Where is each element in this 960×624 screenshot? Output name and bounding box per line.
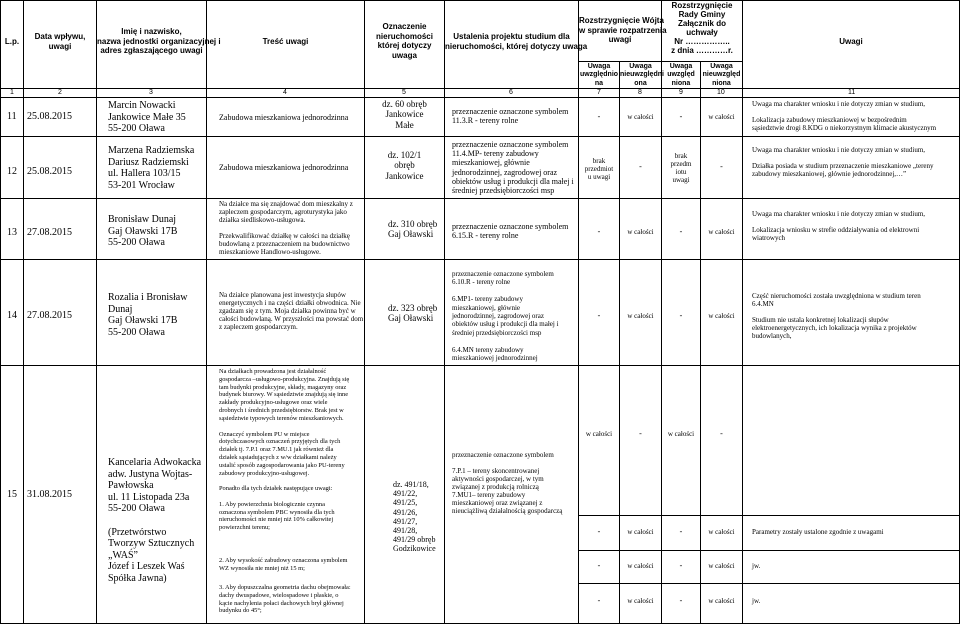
row-c7: - — [597, 561, 601, 570]
row-c7: w całości — [585, 430, 613, 438]
row-ustalenia: przeznaczenie oznaczone symbolem 6.15.R - tereny rolne — [452, 222, 569, 241]
row-lp: 13 — [7, 227, 17, 238]
row-ustalenia: przeznaczenie oznaczone symbolem 11.3.R - tereny rolne — [452, 107, 569, 126]
column-number: 2 — [58, 89, 62, 96]
row-c8: w całości — [627, 113, 654, 121]
row-oznaczenie: dz. 60 obręb Jankowice Małe — [382, 99, 427, 130]
row-tresc: Zabudowa mieszkaniowa jednorodzinna — [219, 163, 349, 172]
row-name: Kancelaria Adwokacka adw. Justyna Wojtas- Pawłowska ul. 11 Listopada 23a 55-200 Oława (Przetwórstwo Tworzyw Sztucznych „WAŚ” Józef i Leszek Waś Spółka Jawna) — [108, 457, 202, 584]
row-c7: - — [597, 311, 601, 320]
row-c8: w całości — [627, 597, 654, 605]
row-c9: - — [679, 561, 683, 570]
row-c7: - — [597, 527, 601, 536]
header-oznaczenie: Oznaczenie nieruchomości której dotyczy uwaga — [376, 22, 433, 60]
header-sub-uwzgledniona: Uwaga uwzględnio na — [579, 63, 619, 87]
row-date: 25.08.2015 — [27, 111, 72, 122]
row-c8: - — [639, 429, 642, 438]
header-sub-uwzgledniona-rada: Uwaga uwzględ niona — [667, 63, 695, 87]
row-c9: w całości — [667, 430, 695, 438]
row-name: Bronisław Dunaj Gaj Oławski 17B 55-200 Oława — [108, 214, 178, 248]
row-c7: - — [597, 596, 601, 605]
row-c9: - — [679, 112, 683, 121]
row-c10: w całości — [708, 113, 735, 121]
row-c9: - — [679, 527, 683, 536]
row-name: Marcin Nowacki Jankowice Małe 35 55-200 Oława — [108, 100, 186, 134]
column-number: 6 — [509, 89, 513, 96]
row-uwagi: Uwaga ma charakter wniosku i nie dotyczy zmian w studium, Lokalizacja zabudowy mieszkaniowej w bezpośrednim sąsiedztwie drogi 8.KDG o niekorzystnym klimacie akustycznym — [752, 100, 937, 133]
row-oznaczenie: dz. 102/1 obręb Jankowice — [385, 150, 424, 181]
row-uwagi: Uwaga ma charakter wniosku i nie dotyczy zmian w studium, Lokalizacja wniosku w strefie oddziaływania od elektrowni wiatrowych — [752, 210, 926, 243]
row-ustalenia: przeznaczenie oznaczone symbolem 7.P.1 – tereny skoncentrowanej aktywności gospodarczej, w tym związanej z produkcją rolniczą 7.MU1– tereny zabudowy mieszkaniowej oraz związanej z nieuciążliwą działalnością gospodarczą — [452, 451, 563, 516]
row-c7: brak przedmiot u uwagi — [584, 157, 614, 182]
row-lp: 14 — [7, 310, 17, 321]
row-c8: w całości — [627, 562, 654, 570]
row-name: Marzena Radziemska Dariusz Radziemski ul. Hallera 103/15 53-201 Wrocław — [108, 145, 195, 191]
header-data-wplywu: Data wpływu, uwagi — [34, 32, 86, 51]
row-oznaczenie: dz. 323 obręb Gaj Oławski — [388, 303, 438, 324]
row-c10: w całości — [708, 312, 735, 320]
row-ustalenia: przeznaczenie oznaczone symbolem 11.4.MP- tereny zabudowy mieszkaniowej, głównie jednorodzinnej, zagrodowej oraz obiektów usług i produkcji dla małej i średniej przedsiębiorczości msp — [452, 140, 574, 195]
column-number: 11 — [848, 89, 856, 96]
row-c8: w całości — [627, 312, 654, 320]
row-uwagi: Uwaga ma charakter wniosku i nie dotyczy zmian w studium, Działka posiada w studium przeznaczenie mieszkaniowe „tereny zabudowy mieszkaniowej, głównie jednorodzinnej,…” — [752, 146, 934, 179]
row-uwagi: Parametry zostały ustalone zgodnie z uwagami — [752, 528, 884, 536]
row-c10: w całości — [708, 228, 735, 236]
row-ustalenia: przeznaczenie oznaczone symbolem 6.10.R - tereny rolne 6.MP1- tereny zabudowy mieszkaniowej, głównie jednorodzinnej, zagrodowej oraz obiektów usług i produkcji dla małej i średniej przedsiębiorczości msp 6.4.MN tereny zabudowy mieszkaniowej jednorodzinnej — [452, 270, 559, 362]
row-c10: w całości — [708, 528, 735, 536]
header-imie: Imię i nazwisko, nazwa jednostki organizacyjnej i adres zgłaszającego uwagi — [97, 27, 221, 56]
row-tresc-b: 2. Aby wysokość zabudowy oznaczona symbolem WZ wynosiła nie mniej niż 15 m; — [219, 557, 348, 572]
row-uwagi: Część nieruchomości została uwzględniona w studium teren 6.4.MN Studium nie ustala konkretnej lokalizacji słupów elektroenergetycznych, ich lokalizacja wynika z projektów budowlanych, — [752, 292, 921, 341]
row-uwagi: jw. — [752, 597, 761, 605]
row-c7: - — [597, 112, 601, 121]
column-number: 3 — [149, 89, 153, 96]
row-lp: 15 — [7, 489, 17, 500]
row-name: Rozalia i Bronisław Dunaj Gaj Oławski 17B 55-200 Oława — [108, 292, 188, 338]
header-uwagi: Uwagi — [839, 37, 863, 46]
column-number: 8 — [638, 89, 642, 96]
row-date: 27.08.2015 — [27, 227, 72, 238]
column-number: 10 — [717, 89, 725, 96]
header-sub-nieuwzgledniona-rada: Uwaga nieuwzględ niona — [702, 63, 741, 87]
row-lp: 12 — [7, 166, 17, 177]
row-c9: - — [679, 596, 683, 605]
row-c8: w całości — [627, 228, 654, 236]
header-sub-nieuwzgledniona: Uwaga nieuwzględni ona — [620, 63, 664, 87]
row-c10: w całości — [708, 597, 735, 605]
row-tresc-c: 3. Aby dopuszczalna geometria dachu obejmowała: dachy dwuspadowe, wielospadowe i płaskie, o kącie nachylenia połaci dachowych brył głównej budynku do 45°; — [219, 584, 351, 615]
row-date: 27.08.2015 — [27, 310, 72, 321]
row-tresc: Zabudowa mieszkaniowa jednorodzinna — [219, 113, 349, 122]
row-lp: 11 — [7, 111, 17, 122]
row-c9: - — [679, 227, 683, 236]
header-wojta: Rozstrzygnięcie Wójta w sprawie rozpatrzenia uwagi — [579, 16, 667, 45]
row-tresc: Na działce ma się znajdować dom mieszkalny z zapleczem gospodarczym, agroturystyka jako działka siedliskowo-usługowa. Przekwalifikować działkę w całości na działkę budowlaną z przeznaczeniem na budownictwo mieszkaniowe Handlowo-usługowe. — [219, 200, 353, 257]
column-number: 4 — [283, 89, 287, 96]
header-tresc: Treść uwagi — [262, 37, 309, 46]
column-number: 7 — [597, 89, 601, 96]
row-oznaczenie: dz. 310 obręb Gaj Oławski — [388, 219, 438, 240]
row-c8: w całości — [627, 528, 654, 536]
row-oznaczenie: dz. 491/18, 491/22, 491/25, 491/26, 491/27, 491/28, 491/29 obręb Godzikowice — [393, 480, 436, 554]
row-uwagi: jw. — [752, 562, 761, 570]
row-c10: - — [720, 429, 723, 438]
column-number: 9 — [679, 89, 683, 96]
row-c9: - — [679, 311, 683, 320]
header-lp: L.p. — [4, 37, 20, 46]
column-number: 1 — [10, 89, 14, 96]
header-ustalenia: Ustalenia projektu studium dla nieruchomości, której dotyczy uwaga — [445, 32, 588, 51]
row-c10: w całości — [708, 562, 735, 570]
row-c9: brak przedm iotu uwagi — [670, 152, 692, 185]
row-date: 25.08.2015 — [27, 166, 72, 177]
row-c10: - — [720, 162, 723, 171]
row-tresc: Na działce planowana jest inwestycja słupów energetycznych i na części działki obwodnica. Nie zgadzam się z tym. Moja działka powinna być w całości budowlaną. W przyszłości ma powstać dom z zapleczem gospodarczym. — [219, 291, 364, 332]
column-number: 5 — [402, 89, 406, 96]
row-c7: - — [597, 227, 601, 236]
row-date: 31.08.2015 — [27, 489, 72, 500]
header-rady: Rozstrzygnięcie Rady Gminy Załącznik do uchwały Nr …………….. z dnia …………r. — [671, 1, 733, 55]
row-c8: - — [639, 162, 642, 171]
row-tresc-a: Na działkach prowadzona jest działalność gospodarcza –usługowo-produkcyjna. Znajdują się tam budynki produkcyjne, składy, magazyny oraz budynek biurowy. W sąsiedztwie znajdują się inne zakłady produkcyjno-usługowe oraz wiele drobnych i średnich przedsiębiorstw. Brak jest w sąsiedztwie typowych terenów mieszkaniowych. Oznaczyć symbolem PU w miejsce dotychczasowych oznaczeń przyjętych dla tych działek tj. 7.P.1 oraz 7.MU.1 jak również dla działek sąsiadujących z w/w działkami należy ustalić sposób zagospodarowania jako PU-tereny zabudowy produkcyjno-usługowej. Ponadto dla tych działek następujące uwagi: 1. Aby powierzchnia biologicznie czynna oznaczona symbolem PBC wynosiła dla tych nieruchomości nie mniej niż 10% całkowitej powierzchni terenu; — [219, 368, 350, 532]
